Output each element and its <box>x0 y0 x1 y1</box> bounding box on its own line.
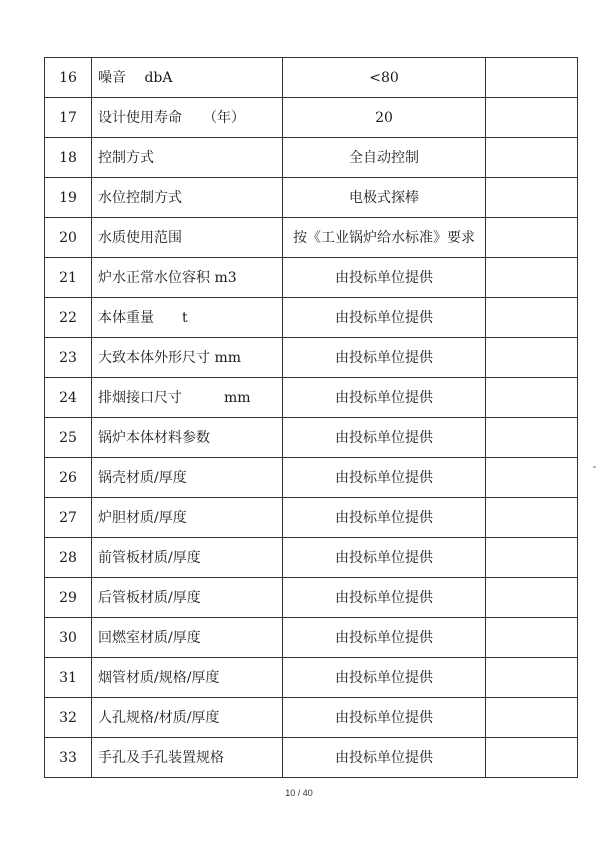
row-number: 16 <box>45 58 92 98</box>
table-row <box>45 458 578 498</box>
parameter-name: 炉水正常水位容积 m3 <box>92 258 283 298</box>
parameter-value: 由投标单位提供 <box>283 458 486 498</box>
parameter-value: 由投标单位提供 <box>283 658 486 698</box>
parameter-value: 由投标单位提供 <box>283 698 486 738</box>
parameter-value: 由投标单位提供 <box>283 418 486 458</box>
spec-table-body <box>45 58 578 778</box>
row-number: 21 <box>45 258 92 298</box>
row-number: 29 <box>45 578 92 618</box>
row-number: 22 <box>45 298 92 338</box>
table-row <box>45 338 578 378</box>
remarks-cell <box>486 698 578 738</box>
parameter-name: 手孔及手孔装置规格 <box>92 738 283 778</box>
parameter-value: 由投标单位提供 <box>283 538 486 578</box>
parameter-name: 设计使用寿命 （年） <box>92 98 283 138</box>
parameter-value: 由投标单位提供 <box>283 578 486 618</box>
remarks-cell <box>486 538 578 578</box>
table-row <box>45 58 578 98</box>
parameter-name: 烟管材质/规格/厚度 <box>92 658 283 698</box>
table-row <box>45 498 578 538</box>
table-row <box>45 698 578 738</box>
parameter-value: 全自动控制 <box>283 138 486 178</box>
remarks-cell <box>486 58 578 98</box>
table-row <box>45 98 578 138</box>
remarks-cell <box>486 138 578 178</box>
row-number: 31 <box>45 658 92 698</box>
remarks-cell <box>486 578 578 618</box>
table-row <box>45 378 578 418</box>
remarks-cell <box>486 658 578 698</box>
spec-table <box>44 57 578 778</box>
remarks-cell <box>486 178 578 218</box>
parameter-name: 后管板材质/厚度 <box>92 578 283 618</box>
table-row <box>45 538 578 578</box>
parameter-name: 噪音 dbA <box>92 58 283 98</box>
parameter-name: 锅壳材质/厚度 <box>92 458 283 498</box>
table-row <box>45 258 578 298</box>
row-number: 19 <box>45 178 92 218</box>
remarks-cell <box>486 458 578 498</box>
row-number: 32 <box>45 698 92 738</box>
parameter-name: 水位控制方式 <box>92 178 283 218</box>
row-number: 24 <box>45 378 92 418</box>
remarks-cell <box>486 98 578 138</box>
parameter-name: 本体重量 t <box>92 298 283 338</box>
parameter-name: 回燃室材质/厚度 <box>92 618 283 658</box>
parameter-value: 由投标单位提供 <box>283 338 486 378</box>
parameter-value: 电极式探棒 <box>283 178 486 218</box>
remarks-cell <box>486 338 578 378</box>
parameter-name: 水质使用范围 <box>92 218 283 258</box>
table-row <box>45 138 578 178</box>
remarks-cell <box>486 378 578 418</box>
parameter-name: 前管板材质/厚度 <box>92 538 283 578</box>
parameter-value: 由投标单位提供 <box>283 618 486 658</box>
remarks-cell <box>486 418 578 458</box>
parameter-value: 20 <box>283 98 486 138</box>
parameter-name: 锅炉本体材料参数 <box>92 418 283 458</box>
scan-mark <box>593 466 596 468</box>
row-number: 33 <box>45 738 92 778</box>
parameter-value: 按《工业锅炉给水标准》要求 <box>283 218 486 258</box>
parameter-name: 控制方式 <box>92 138 283 178</box>
row-number: 27 <box>45 498 92 538</box>
parameter-value: 由投标单位提供 <box>283 498 486 538</box>
remarks-cell <box>486 618 578 658</box>
remarks-cell <box>486 258 578 298</box>
remarks-cell <box>486 298 578 338</box>
table-row <box>45 298 578 338</box>
remarks-cell <box>486 738 578 778</box>
table-row <box>45 418 578 458</box>
table-row <box>45 218 578 258</box>
row-number: 17 <box>45 98 92 138</box>
parameter-name: 大致本体外形尺寸 mm <box>92 338 283 378</box>
row-number: 20 <box>45 218 92 258</box>
remarks-cell <box>486 218 578 258</box>
parameter-value: 由投标单位提供 <box>283 298 486 338</box>
row-number: 25 <box>45 418 92 458</box>
row-number: 18 <box>45 138 92 178</box>
parameter-value: 由投标单位提供 <box>283 738 486 778</box>
table-row <box>45 578 578 618</box>
row-number: 30 <box>45 618 92 658</box>
parameter-name: 人孔规格/材质/厚度 <box>92 698 283 738</box>
row-number: 28 <box>45 538 92 578</box>
parameter-value: <80 <box>283 58 486 98</box>
row-number: 26 <box>45 458 92 498</box>
table-row <box>45 738 578 778</box>
table-row <box>45 618 578 658</box>
remarks-cell <box>486 498 578 538</box>
parameter-name: 炉胆材质/厚度 <box>92 498 283 538</box>
parameter-name: 排烟接口尺寸 mm <box>92 378 283 418</box>
row-number: 23 <box>45 338 92 378</box>
parameter-value: 由投标单位提供 <box>283 378 486 418</box>
parameter-value: 由投标单位提供 <box>283 258 486 298</box>
table-row <box>45 658 578 698</box>
page-number: 10 / 40 <box>285 788 313 798</box>
table-row <box>45 178 578 218</box>
